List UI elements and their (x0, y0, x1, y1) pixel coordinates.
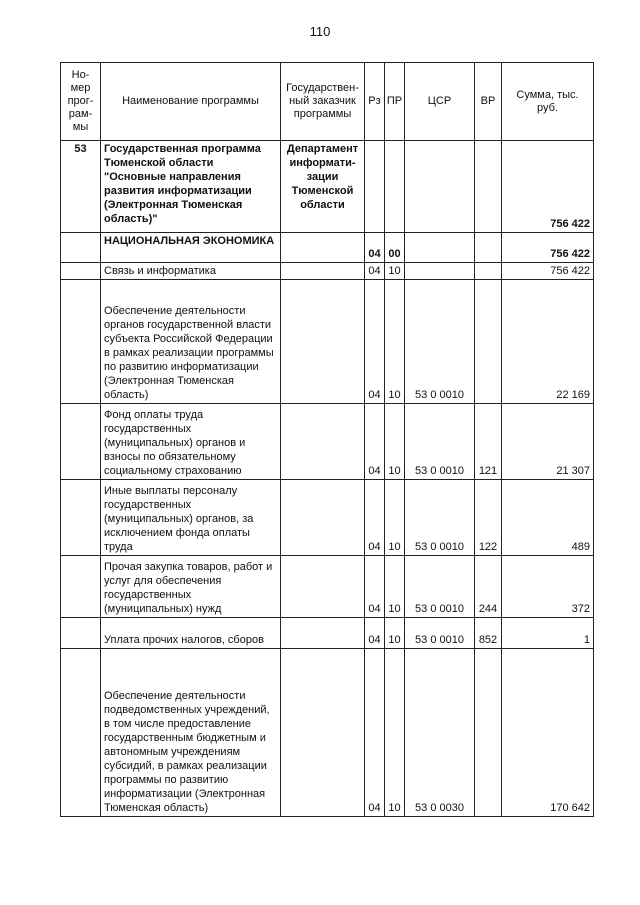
program-number-cell (61, 280, 101, 404)
rz-cell: 04 (365, 404, 385, 480)
table-row (61, 556, 594, 618)
csr-cell: 53 0 0010 (405, 556, 475, 618)
csr-cell: 53 0 0010 (405, 280, 475, 404)
customer-cell (281, 280, 365, 404)
program-name-cell: Обеспечение деятельности органов государственной власти субъекта Российской Федерации в рамках реализации программы по развитию информатизации (Электронная Тюменская область) (101, 280, 281, 404)
header-program-name: Наименование программы (101, 63, 281, 141)
table-row (61, 649, 594, 817)
customer-cell (281, 263, 365, 280)
vr-cell: 244 (475, 556, 502, 618)
pr-cell: 10 (385, 263, 405, 280)
program-number-cell (61, 480, 101, 556)
table-row (61, 280, 594, 404)
csr-cell (405, 141, 475, 233)
header-sum: Сумма, тыс. руб. (502, 63, 594, 141)
vr-cell (475, 263, 502, 280)
program-name-cell: Государственная программа Тюменской области "Основные направления развития информатизации (Электронная Тюменская область)" (101, 141, 281, 233)
table-row (61, 233, 594, 263)
rz-cell (365, 141, 385, 233)
vr-cell (475, 649, 502, 817)
pr-cell: 10 (385, 649, 405, 817)
rz-cell: 04 (365, 556, 385, 618)
vr-cell: 121 (475, 404, 502, 480)
csr-cell: 53 0 0010 (405, 480, 475, 556)
sum-cell: 756 422 (502, 263, 594, 280)
pr-cell: 10 (385, 480, 405, 556)
program-name-cell: Уплата прочих налогов, сборов (101, 618, 281, 649)
sum-cell: 756 422 (502, 141, 594, 233)
header-csr: ЦСР (405, 63, 475, 141)
program-number-cell (61, 233, 101, 263)
header-pr: ПР (385, 63, 405, 141)
csr-cell (405, 263, 475, 280)
page-number: 110 (309, 24, 331, 39)
table-row (61, 141, 594, 233)
customer-cell (281, 404, 365, 480)
sum-cell: 372 (502, 556, 594, 618)
table-header-row (61, 63, 594, 141)
table-row (61, 618, 594, 649)
vr-cell (475, 233, 502, 263)
program-number-cell (61, 404, 101, 480)
customer-cell (281, 480, 365, 556)
program-name-cell: НАЦИОНАЛЬНАЯ ЭКОНОМИКА (101, 233, 281, 263)
rz-cell: 04 (365, 649, 385, 817)
csr-cell: 53 0 0010 (405, 404, 475, 480)
budget-table (60, 62, 594, 817)
vr-cell (475, 141, 502, 233)
rz-cell: 04 (365, 480, 385, 556)
csr-cell: 53 0 0010 (405, 618, 475, 649)
rz-cell: 04 (365, 233, 385, 263)
header-customer: Государствен-ный заказчик программы (281, 63, 365, 141)
customer-cell (281, 233, 365, 263)
pr-cell: 10 (385, 618, 405, 649)
rz-cell: 04 (365, 263, 385, 280)
header-program-number: Но-мер прог-рам-мы (61, 63, 101, 141)
vr-cell: 852 (475, 618, 502, 649)
program-name-cell: Обеспечение деятельности подведомственных учреждений, в том числе предоставление государственным бюджетным и автономным учреждениям субсидий, в рамках реализации программы по развитию информатизации (Электронная Тюменская область) (101, 649, 281, 817)
program-number-cell (61, 618, 101, 649)
csr-cell: 53 0 0030 (405, 649, 475, 817)
program-name-cell: Фонд оплаты труда государственных (муниципальных) органов и взносы по обязательному социальному страхованию (101, 404, 281, 480)
customer-cell (281, 618, 365, 649)
sum-cell: 756 422 (502, 233, 594, 263)
sum-cell: 489 (502, 480, 594, 556)
pr-cell: 10 (385, 556, 405, 618)
pr-cell (385, 141, 405, 233)
vr-cell (475, 280, 502, 404)
program-name-cell: Связь и информатика (101, 263, 281, 280)
program-number-cell (61, 556, 101, 618)
rz-cell: 04 (365, 618, 385, 649)
header-rz: Рз (365, 63, 385, 141)
sum-cell: 170 642 (502, 649, 594, 817)
customer-cell (281, 649, 365, 817)
program-number-cell: 53 (61, 141, 101, 233)
sum-cell: 21 307 (502, 404, 594, 480)
table-row (61, 480, 594, 556)
header-vr: ВР (475, 63, 502, 141)
program-name-cell: Прочая закупка товаров, работ и услуг для обеспечения государственных (муниципальных) нужд (101, 556, 281, 618)
program-name-cell: Иные выплаты персоналу государственных (муниципальных) органов, за исключением фонда оплаты труда (101, 480, 281, 556)
sum-cell: 1 (502, 618, 594, 649)
pr-cell: 10 (385, 404, 405, 480)
pr-cell: 00 (385, 233, 405, 263)
program-number-cell (61, 263, 101, 280)
sum-cell: 22 169 (502, 280, 594, 404)
rz-cell: 04 (365, 280, 385, 404)
csr-cell (405, 233, 475, 263)
vr-cell: 122 (475, 480, 502, 556)
customer-cell: Департамент информати-зации Тюменской области (281, 141, 365, 233)
pr-cell: 10 (385, 280, 405, 404)
customer-cell (281, 556, 365, 618)
table-row (61, 404, 594, 480)
table-row (61, 263, 594, 280)
program-number-cell (61, 649, 101, 817)
